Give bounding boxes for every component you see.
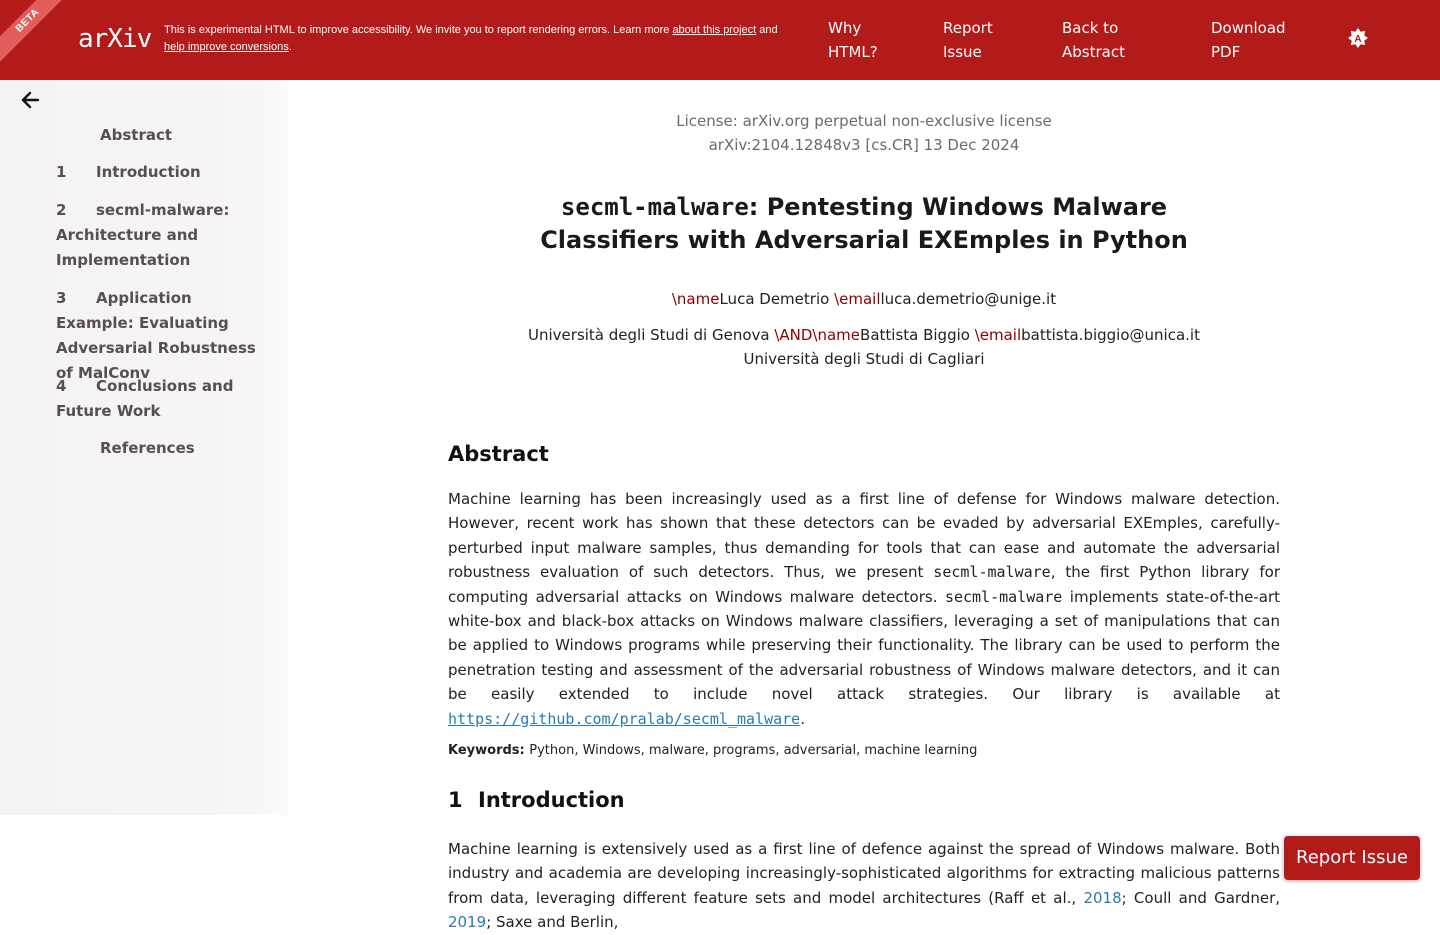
report-issue-button[interactable]: Report Issue bbox=[1284, 836, 1420, 880]
intro-text: Machine learning is extensively used as a first line of defence against the spread of Windows malware. Both industry and academia are developing increasingly-sophisticated algorithms for extracting malicious patterns from data, leveraging different feature sets and model architectures (Raff et al., bbox=[448, 840, 1280, 907]
toc-number: 3 bbox=[56, 289, 67, 307]
abstract-text: implements state-of-the-art white-box and black-box attacks on Windows malware classifiers, leveraging a set of manipulations that can be applied to Windows programs while preserving their functionality. The library can be used to perform the penetration testing and assessment of the adversarial robustness of Windows malware detectors, and it can be easily extended to include novel attack strategies. Our library is available at bbox=[448, 587, 1280, 704]
abstract-paragraph bbox=[448, 487, 1280, 731]
author-name: Luca Demetrio bbox=[719, 290, 835, 308]
intro-text: ; Coull and Gardner, bbox=[1121, 888, 1281, 907]
intro-text: ; Saxe and Berlin, bbox=[486, 913, 619, 932]
theme-toggle-icon[interactable] bbox=[1348, 28, 1368, 48]
report-issue-link[interactable]: Report Issue bbox=[943, 19, 993, 61]
keywords-line bbox=[448, 740, 977, 762]
license-line: License: arXiv.org perpetual non-exclusive license bbox=[676, 112, 1052, 130]
author-email: luca.demetrio@unige.it bbox=[880, 290, 1057, 308]
abstract-end: . bbox=[800, 709, 805, 728]
toc-label: Application Example: Evaluating Adversarial Robustness of MalConv bbox=[56, 289, 256, 382]
section-title-text: Introduction bbox=[478, 788, 625, 812]
title-library-name: secml-malware bbox=[560, 193, 749, 221]
and-name-macro: \AND\name bbox=[774, 326, 861, 344]
toc-number: 4 bbox=[56, 377, 67, 395]
author-email: battista.biggio@unica.it bbox=[1021, 326, 1200, 344]
page-title bbox=[520, 191, 1208, 257]
arrow-left-icon[interactable] bbox=[20, 90, 42, 110]
section-number: 1 bbox=[448, 788, 463, 812]
notice-mid: and bbox=[756, 24, 778, 36]
table-of-contents bbox=[0, 80, 288, 815]
email-macro: \email bbox=[834, 290, 881, 308]
toc-label: Abstract bbox=[100, 126, 173, 144]
author-name: Battista Biggio bbox=[860, 326, 975, 344]
arxiv-logo-text: arXiv bbox=[78, 24, 152, 54]
library-name: secml-malware bbox=[944, 587, 1063, 606]
keywords-label: Keywords: bbox=[448, 743, 530, 758]
beta-ribbon bbox=[0, 0, 70, 70]
citation-link[interactable]: 2019 bbox=[448, 913, 487, 932]
toc-label: References bbox=[100, 439, 195, 457]
abstract-heading: Abstract bbox=[448, 442, 549, 466]
author-line-2 bbox=[448, 323, 1280, 347]
introduction-paragraph bbox=[448, 837, 1280, 935]
github-link[interactable]: https://github.com/pralab/secml_malware bbox=[448, 709, 801, 728]
toc-number: 1 bbox=[56, 163, 67, 181]
help-improve-link[interactable]: help improve conversions bbox=[164, 41, 289, 53]
toc-item-references[interactable] bbox=[100, 436, 310, 461]
toc-label: Conclusions and Future Work bbox=[56, 377, 234, 420]
top-banner bbox=[0, 0, 1440, 80]
arxiv-id: arXiv:2104.12848v3 [cs.CR] 13 Dec 2024 bbox=[708, 136, 1020, 154]
experimental-notice bbox=[164, 22, 814, 56]
about-project-link[interactable]: about this project bbox=[672, 24, 757, 36]
svg-text:A: A bbox=[1354, 34, 1362, 45]
back-to-abstract-link[interactable]: Back to Abstract bbox=[1062, 19, 1125, 61]
arxiv-logo[interactable] bbox=[78, 22, 154, 56]
affiliation: Università degli Studi di Genova bbox=[528, 326, 775, 344]
toc-label: secml-malware: Architecture and Implementation bbox=[56, 201, 230, 269]
toc-number: 2 bbox=[56, 201, 67, 219]
library-name: secml-malware bbox=[933, 563, 1051, 582]
toc-item-introduction[interactable] bbox=[56, 160, 266, 185]
beta-label: BETA bbox=[0, 0, 77, 70]
abstract-text: , the first Python library for computing adversarial attacks on Windows malware detectors. bbox=[448, 563, 1281, 606]
email-macro: \email bbox=[974, 326, 1022, 344]
author-line-1 bbox=[448, 287, 1280, 311]
title-text: : Pentesting Windows Malware Classifiers with Adversarial EXEmples in Python bbox=[540, 193, 1188, 254]
toc-label: Introduction bbox=[96, 163, 201, 181]
citation-link[interactable]: 2018 bbox=[1083, 888, 1122, 907]
name-macro: \name bbox=[671, 290, 720, 308]
toc-item-application-example[interactable] bbox=[56, 286, 256, 386]
abstract-text: Machine learning has been increasingly used as a first line of defense for Windows malware detection. However, recent work has shown that these detectors can be evaded by adversarial EXEmples, carefully-perturbed input malware samples, thus demanding for tools that can ease and automate the adversarial robustness evaluation of such detectors. Thus, we present bbox=[448, 490, 1280, 582]
introduction-heading bbox=[448, 786, 625, 814]
download-pdf-link[interactable]: Download PDF bbox=[1211, 19, 1286, 61]
toc-item-architecture[interactable] bbox=[56, 198, 266, 273]
why-html-link[interactable]: Why HTML? bbox=[828, 19, 878, 61]
toc-item-abstract[interactable] bbox=[100, 123, 310, 148]
notice-end: . bbox=[288, 41, 292, 53]
affiliation-line: Università degli Studi di Cagliari bbox=[743, 350, 985, 368]
keywords-list: Python, Windows, malware, programs, adversarial, machine learning bbox=[529, 743, 978, 758]
notice-text: This is experimental HTML to improve accessibility. We invite you to report rendering errors. Learn more bbox=[164, 24, 673, 36]
toc-item-conclusions[interactable] bbox=[56, 374, 236, 424]
